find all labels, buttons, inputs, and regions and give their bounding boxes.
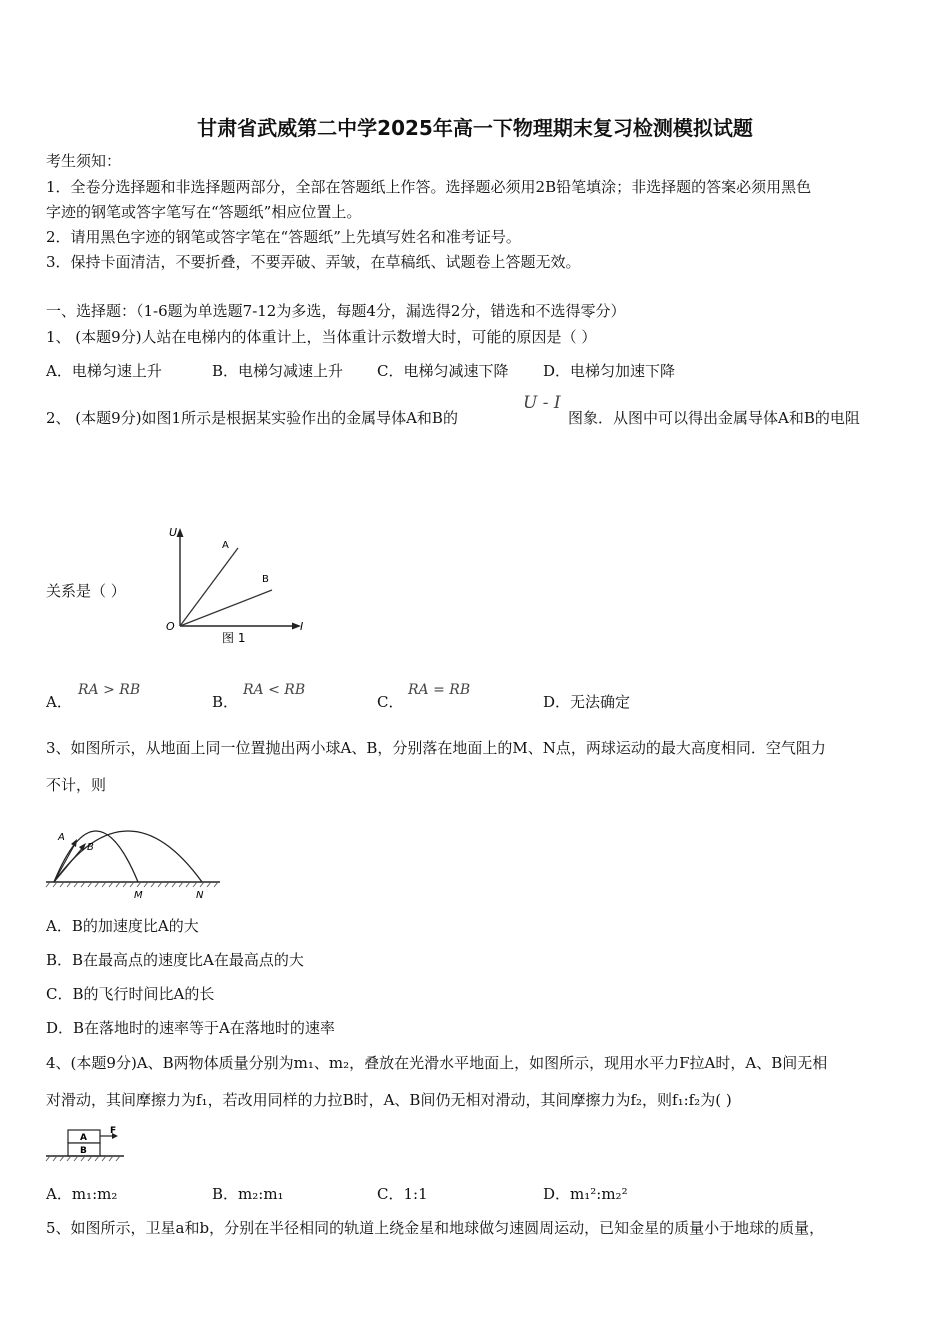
q2-option-d: D．无法确定 [543,693,631,711]
block-b-label: B [80,1146,87,1156]
q4-stem-line-1: 4、(本题9分)A、B两物体质量分别为m₁、m₂，叠放在光滑水平地面上，如图所示，现用水平力F拉A时，A、B间无相 [46,1054,828,1072]
velocity-arrowhead-a [71,839,77,847]
page-title: 甘肃省武威第二中学2025年高一下物理期末复习检测模拟试题 [197,116,753,140]
q1-option-d: D．电梯匀加速下降 [543,362,676,380]
q1-option-a: A．电梯匀速上升 [46,362,162,380]
ball-a-label: A [58,832,65,843]
q2-option-b-math: RA < RB [243,682,306,698]
q3-option-c: C．B的飞行时间比A的长 [46,985,215,1003]
q2-option-b-label: B． [212,693,239,711]
velocity-arrowhead-b [79,843,86,851]
q2-ui-symbol: U - I [523,393,561,413]
q3-stem-line-2: 不计，则 [46,776,107,794]
y-axis-arrow [177,528,184,537]
q2-option-c-math: RA = RB [408,682,471,698]
q2-option-a-math: RA > RB [78,682,141,698]
q2-option-c-label: C． [377,693,404,711]
stacked-blocks-figure [44,1124,128,1166]
q1-option-c: C．电梯匀减速下降 [377,362,509,380]
floor-hatching [46,1156,120,1161]
line-b-label: B [262,574,269,585]
notice-line-2: 2．请用黑色字迹的钢笔或答字笔在“答题纸”上先填写姓名和准考证号。 [46,228,521,246]
block-a-label: A [80,1133,87,1143]
trajectory-b [54,831,202,882]
q2-stem-prefix: 2、 (本题9分)如图1所示是根据某实验作出的金属导体A和B的 [46,409,458,427]
q2-option-a-label: A． [46,693,72,711]
q4-option-d: D．m₁²:m₂² [543,1185,628,1203]
q4-option-b: B．m₂:m₁ [212,1185,284,1203]
section-heading: 一、选择题：（1-6题为单选题7-12为多选，每题4分，漏选得2分，错选和不选得零分） [46,302,626,320]
x-axis-label: I [300,620,304,633]
notice-line-3: 3．保持卡面清洁，不要折叠，不要弄破、弄皱，在草稿纸、试题卷上答题无效。 [46,253,581,271]
projectile-figure [44,812,224,904]
notice-heading: 考生须知： [46,152,122,170]
q5-stem-line-1: 5、如图所示，卫星a和b，分别在半径相同的轨道上绕金星和地球做匀速圆周运动，已知金星的质量小于地球的质量， [46,1219,825,1237]
line-a-label: A [222,540,229,551]
velocity-arrow-a [54,842,76,882]
y-axis-label: U [169,526,178,539]
ui-graph-figure [160,518,320,650]
q4-stem-line-2: 对滑动，其间摩擦力为f₁，若改用同样的力拉B时，A、B间仍无相对滑动，其间摩擦力为f₂，则f₁:f₂为( ) [46,1091,732,1109]
q1-stem: 1、 (本题9分)人站在电梯内的体重计上，当体重计示数增大时，可能的原因是（ ） [46,328,597,346]
ball-b-label: B [87,842,94,853]
q1-option-b: B．电梯匀减速上升 [212,362,344,380]
figure-caption: 图 1 [222,631,246,645]
q4-option-c: C．1:1 [377,1185,428,1203]
q2-relation: 关系是（ ） [46,582,126,600]
q2-stem-suffix: 图象．从图中可以得出金属导体A和B的电阻 [568,409,860,427]
q3-stem-line-1: 3、如图所示，从地面上同一位置抛出两小球A、B，分别落在地面上的M、N点，两球运动的最大高度相同．空气阻力 [46,739,826,757]
point-m-label: M [134,890,143,901]
ground-hatching [46,882,218,887]
q3-option-a: A．B的加速度比A的大 [46,917,199,935]
q3-option-b: B．B在最高点的速度比A在最高点的大 [46,951,304,969]
trajectory-a [54,831,138,882]
point-n-label: N [196,890,204,901]
q4-option-a: A．m₁:m₂ [46,1185,118,1203]
notice-line-1a: 1．全卷分选择题和非选择题两部分，全部在答题纸上作答。选择题必须用2B铅笔填涂；非选择题的答案必须用黑色 [46,178,812,196]
notice-line-1b: 字迹的钢笔或答字笔写在“答题纸”相应位置上。 [46,203,362,221]
origin-label: O [166,620,175,633]
q3-option-d: D．B在落地时的速率等于A在落地时的速率 [46,1019,335,1037]
force-label: F [110,1126,117,1136]
